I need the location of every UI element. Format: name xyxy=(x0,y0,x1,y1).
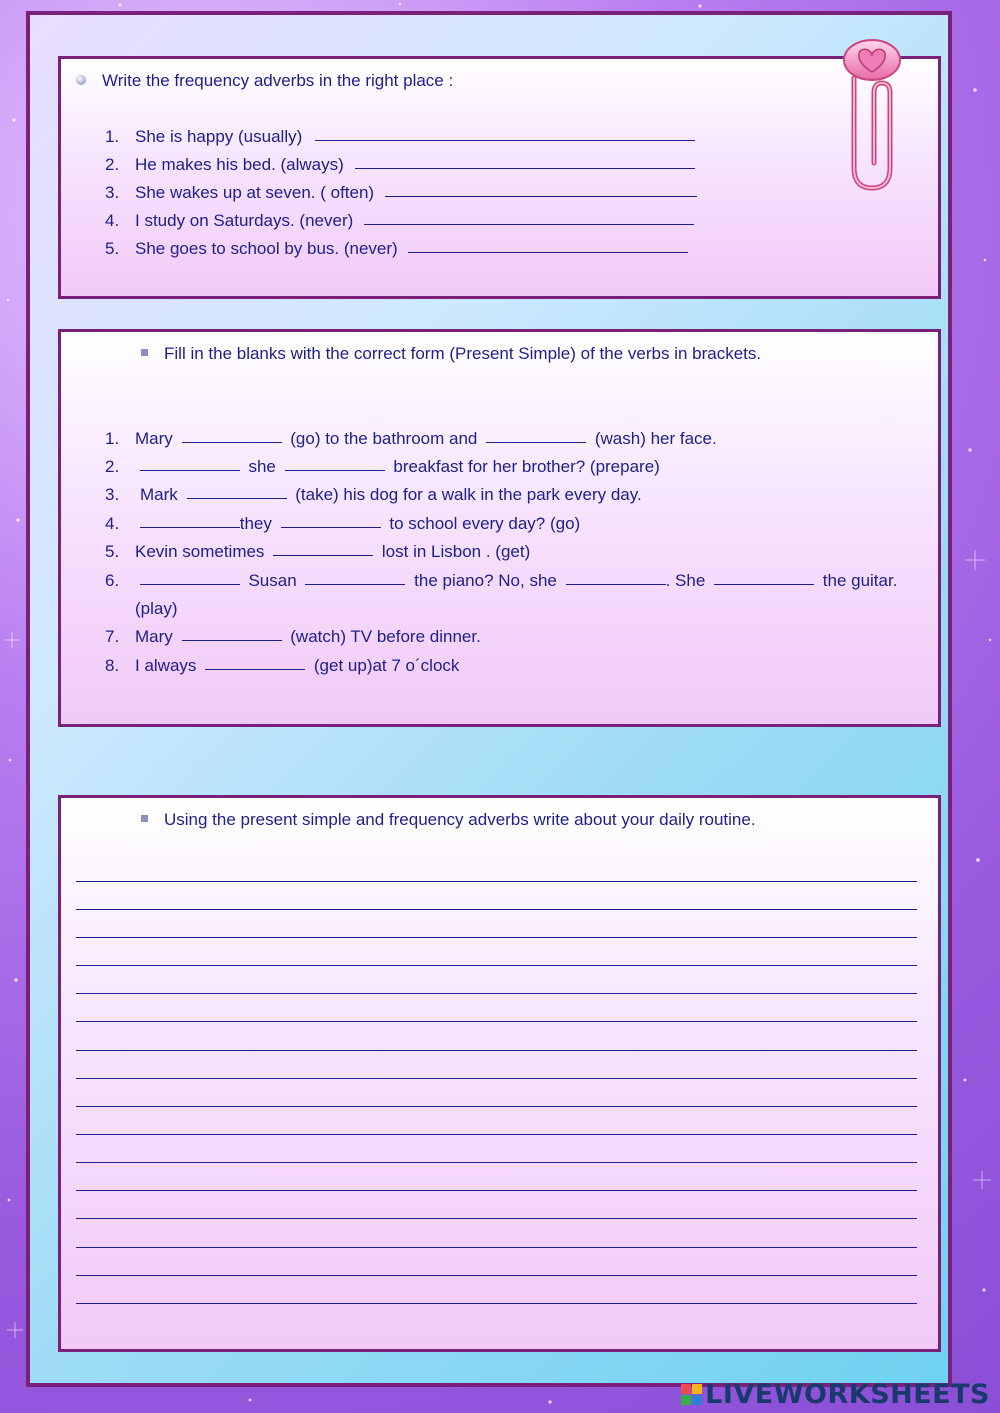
answer-blank[interactable] xyxy=(364,223,694,225)
answer-blank[interactable] xyxy=(486,441,586,443)
list-item: 3. Mark (take) his dog for a walk in the park every day. xyxy=(105,485,642,504)
list-item: 2. she breakfast for her brother? (prepare) xyxy=(105,457,660,476)
answer-blank[interactable] xyxy=(140,469,240,471)
writing-line[interactable] xyxy=(76,909,917,910)
answer-blank[interactable] xyxy=(408,251,688,253)
writing-line[interactable] xyxy=(76,1275,917,1276)
bullet-icon xyxy=(76,75,86,85)
list-item-continuation: (play) xyxy=(135,599,178,618)
exercise-3-instruction: Using the present simple and frequency adverbs write about your daily routine. xyxy=(141,810,756,830)
answer-blank[interactable] xyxy=(205,668,305,670)
liveworksheets-logo xyxy=(681,1378,990,1410)
logo-text: LIVEWORKSHEETS xyxy=(705,1378,990,1410)
writing-line[interactable] xyxy=(76,1134,917,1135)
writing-line[interactable] xyxy=(76,1303,917,1304)
answer-blank[interactable] xyxy=(355,167,695,169)
list-item: 3. She wakes up at seven. ( often) xyxy=(105,183,697,203)
list-item: 8. I always (get up)at 7 o´clock xyxy=(105,656,460,675)
logo-mark-icon xyxy=(681,1384,702,1405)
list-item: 4. they to school every day? (go) xyxy=(105,514,581,533)
answer-blank[interactable] xyxy=(140,583,240,585)
exercise-1-box xyxy=(58,56,941,299)
list-item: 1. She is happy (usually) xyxy=(105,127,695,147)
writing-line[interactable] xyxy=(76,881,917,882)
list-item: 5. Kevin sometimes lost in Lisbon . (get) xyxy=(105,542,531,561)
answer-blank[interactable] xyxy=(385,195,697,197)
list-item: 7. Mary (watch) TV before dinner. xyxy=(105,627,481,646)
bullet-icon xyxy=(141,349,148,356)
answer-blank[interactable] xyxy=(187,497,287,499)
writing-line[interactable] xyxy=(76,1162,917,1163)
answer-blank[interactable] xyxy=(140,526,240,528)
writing-line[interactable] xyxy=(76,993,917,994)
answer-blank[interactable] xyxy=(273,554,373,556)
writing-line[interactable] xyxy=(76,1050,917,1051)
list-item: 4. I study on Saturdays. (never) xyxy=(105,211,694,231)
writing-line[interactable] xyxy=(76,1218,917,1219)
answer-blank[interactable] xyxy=(714,583,814,585)
writing-line[interactable] xyxy=(76,965,917,966)
writing-line[interactable] xyxy=(76,1106,917,1107)
exercise-2-instruction: Fill in the blanks with the correct form (Present Simple) of the verbs in brackets. xyxy=(141,344,761,364)
answer-blank[interactable] xyxy=(315,139,695,141)
exercise-2-box xyxy=(58,329,941,727)
answer-blank[interactable] xyxy=(182,441,282,443)
answer-blank[interactable] xyxy=(285,469,385,471)
bullet-icon xyxy=(141,815,148,822)
answer-blank[interactable] xyxy=(182,639,282,641)
writing-line[interactable] xyxy=(76,1078,917,1079)
writing-line[interactable] xyxy=(76,937,917,938)
writing-line[interactable] xyxy=(76,1021,917,1022)
list-item: 1. Mary (go) to the bathroom and (wash) her face. xyxy=(105,429,717,448)
answer-blank[interactable] xyxy=(305,583,405,585)
paperclip-heart-icon xyxy=(832,38,912,198)
writing-line[interactable] xyxy=(76,1190,917,1191)
list-item: 2. He makes his bed. (always) xyxy=(105,155,695,175)
list-item: 5. She goes to school by bus. (never) xyxy=(105,239,688,259)
answer-blank[interactable] xyxy=(281,526,381,528)
exercise-3-box xyxy=(58,795,941,1352)
list-item: 6. Susan the piano? No, she . She the guitar. xyxy=(105,571,898,590)
exercise-1-instruction: Write the frequency adverbs in the right place : xyxy=(76,71,453,91)
writing-line[interactable] xyxy=(76,1247,917,1248)
answer-blank[interactable] xyxy=(566,583,666,585)
